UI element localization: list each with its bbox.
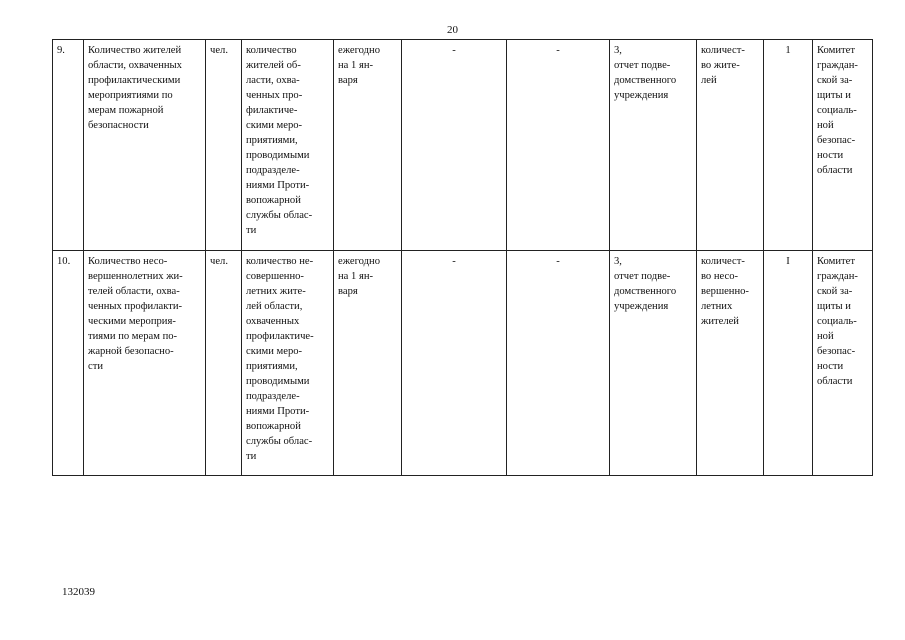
indicator-name: Количество несо- вершеннолетних жи- телей области, охва- ченных профилакти- ческими мероприя- тиями по мерам по- жарной безопасно- сти bbox=[84, 251, 206, 476]
page-number: 20 bbox=[447, 24, 458, 36]
indicator-name: Количество жителей области, охваченных профилактическими мероприятиями по мерам пожарной безопасности bbox=[84, 40, 206, 251]
dash-cell: - bbox=[402, 251, 507, 476]
dash-cell: - bbox=[507, 40, 610, 251]
indicators-table bbox=[52, 39, 873, 476]
row-number: 10. bbox=[53, 251, 84, 476]
unit-cell: чел. bbox=[206, 40, 242, 251]
count-cell: 1 bbox=[764, 40, 813, 251]
dash-cell: - bbox=[402, 40, 507, 251]
table-row bbox=[53, 40, 873, 251]
row-number: 9. bbox=[53, 40, 84, 251]
periodicity-cell: ежегодно на 1 ян- варя bbox=[334, 40, 402, 251]
object-cell: количест- во жите- лей bbox=[697, 40, 764, 251]
count-cell: I bbox=[764, 251, 813, 476]
footer-code: 132039 bbox=[62, 586, 95, 598]
object-cell: количест- во несо- вершенно- летних жителей bbox=[697, 251, 764, 476]
responsible-cell: Комитет граждан- ской за- щиты и социаль- ной безопас- ности области bbox=[813, 251, 873, 476]
method-cell: 3, отчет подве- домственного учреждения bbox=[610, 40, 697, 251]
periodicity-cell: ежегодно на 1 ян- варя bbox=[334, 251, 402, 476]
responsible-cell: Комитет граждан- ской за- щиты и социаль- ной безопас- ности области bbox=[813, 40, 873, 251]
definition-cell: количество жителей об- ласти, охва- ченных про- филактиче- скими меро- приятиями, проводимыми подразделе- ниями Проти- вопожарной службы облас- ти bbox=[242, 40, 334, 251]
unit-cell: чел. bbox=[206, 251, 242, 476]
table-row bbox=[53, 251, 873, 476]
definition-cell: количество не- совершенно- летних жите- лей области, охваченных профилактиче- скими меро- приятиями, проводимыми подразделе- ниями Проти- вопожарной службы облас- ти bbox=[242, 251, 334, 476]
method-cell: 3, отчет подве- домственного учреждения bbox=[610, 251, 697, 476]
dash-cell: - bbox=[507, 251, 610, 476]
